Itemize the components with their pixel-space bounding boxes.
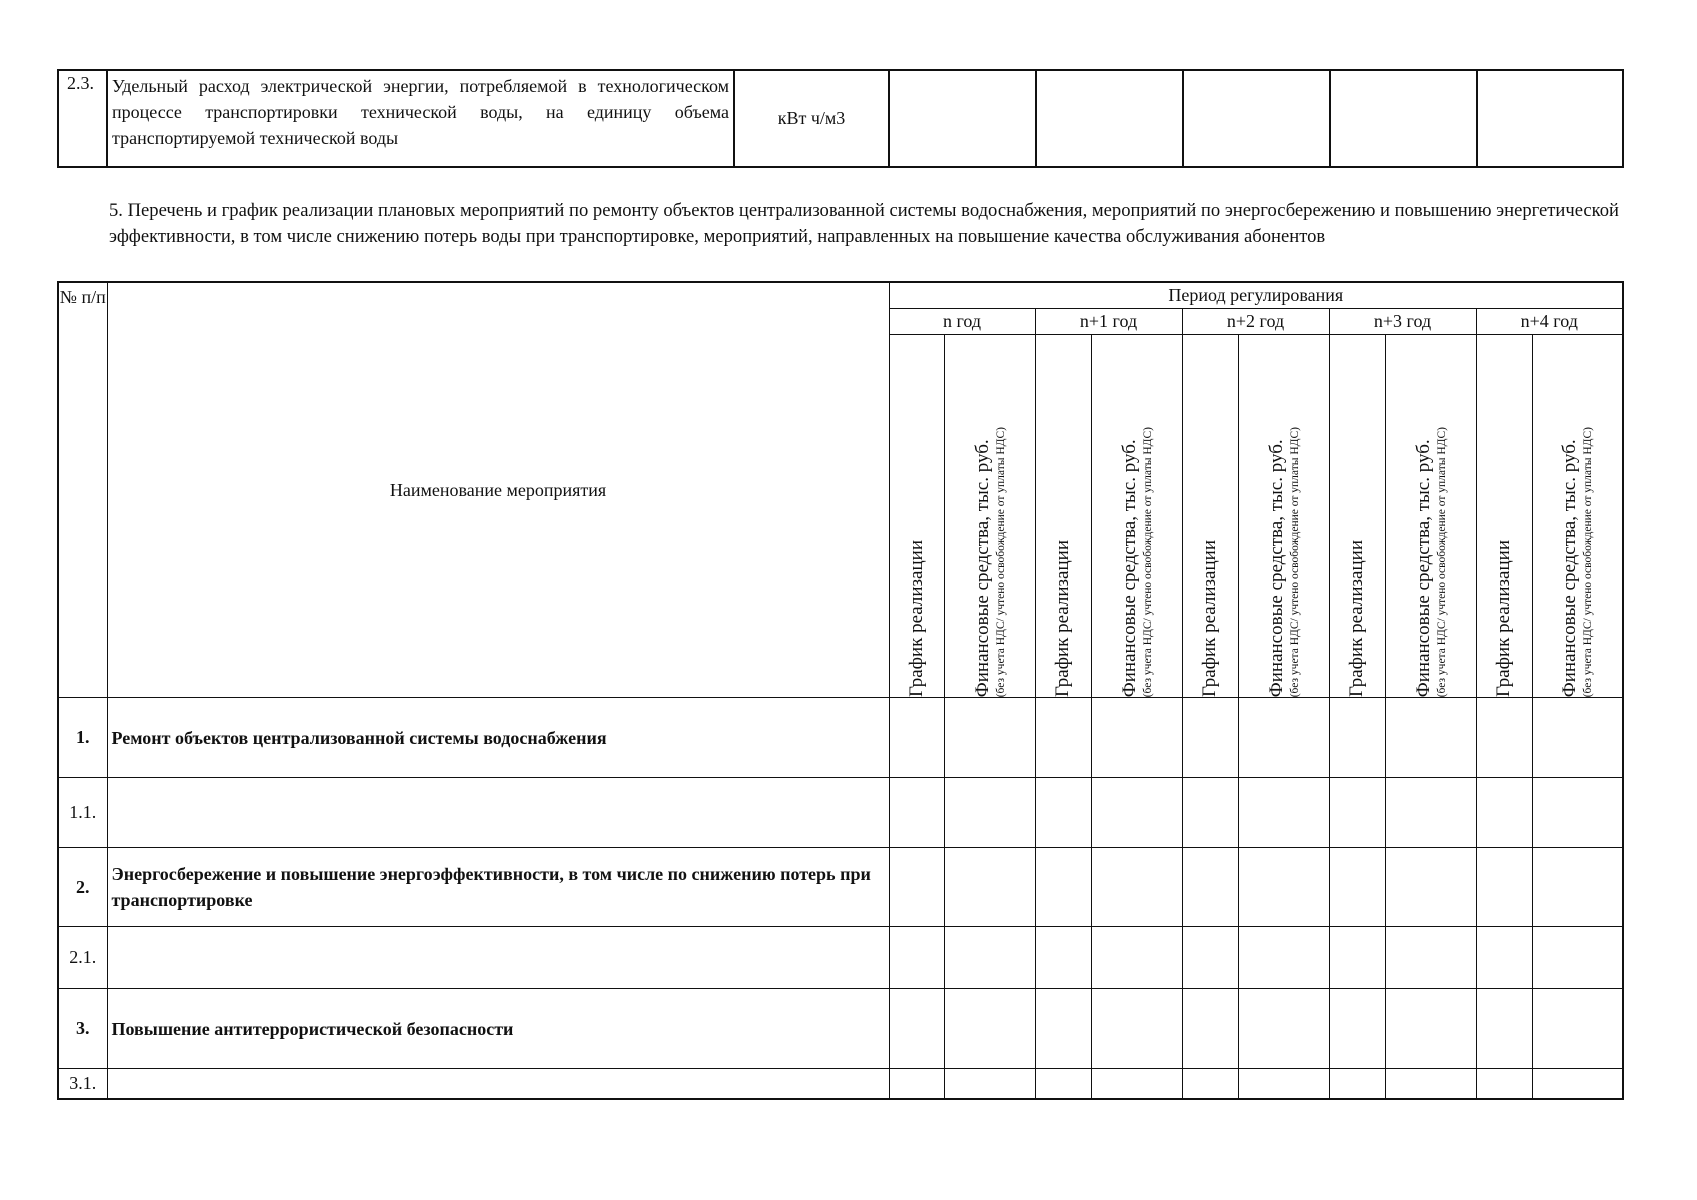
header-year: n+1 год (1035, 309, 1182, 335)
measure-name: Энергосбережение и повышение энергоэффективности, в том числе по снижению потерь при транспортировке (107, 848, 889, 927)
header-finance-note: (без учета НДС/ учтено освобождение от уплаты НДС) (1141, 426, 1154, 697)
table-cell (1329, 698, 1385, 778)
row-number: 2. (58, 848, 107, 927)
header-finance (1385, 335, 1476, 698)
table-row (58, 698, 1623, 778)
table-cell (944, 1069, 1035, 1100)
table-cell (1329, 848, 1385, 927)
table-cell (1035, 698, 1091, 778)
measures-table (57, 281, 1624, 1100)
table-row (58, 848, 1623, 927)
row-number: 3.1. (58, 1069, 107, 1100)
table-cell (1532, 778, 1623, 848)
header-schedule (1035, 335, 1091, 698)
table-cell (1182, 848, 1238, 927)
table-cell (1182, 927, 1238, 989)
table-cell (1238, 778, 1329, 848)
table-row (58, 70, 1623, 167)
header-year: n год (889, 309, 1035, 335)
header-finance-note: (без учета НДС/ учтено освобождение от уплаты НДС) (1435, 426, 1448, 697)
table-cell (1532, 927, 1623, 989)
row-number: 1.1. (58, 778, 107, 848)
table-cell (1385, 848, 1476, 927)
table-cell (1035, 848, 1091, 927)
value-cell (1036, 70, 1183, 167)
header-schedule-label: График реализации (1346, 539, 1367, 697)
table-cell (1385, 927, 1476, 989)
table-cell (889, 989, 944, 1069)
header-finance-note: (без учета НДС/ учтено освобождение от уплаты НДС) (994, 426, 1007, 697)
header-schedule-label: График реализации (1052, 539, 1073, 697)
table-cell (889, 1069, 944, 1100)
measure-name (107, 778, 889, 848)
table-cell (1238, 698, 1329, 778)
table-cell (1091, 848, 1182, 927)
header-finance-label: Финансовые средства, тыс. руб. (971, 439, 993, 697)
header-schedule (1182, 335, 1238, 698)
indicators-table (57, 69, 1622, 168)
table-cell (1329, 1069, 1385, 1100)
table-cell (1532, 698, 1623, 778)
header-finance (944, 335, 1035, 698)
header-schedule (889, 335, 944, 698)
header-finance-label: Финансовые средства, тыс. руб. (1265, 439, 1287, 697)
table-cell (889, 848, 944, 927)
table-cell (944, 927, 1035, 989)
table-row (58, 1069, 1623, 1100)
table-cell (889, 698, 944, 778)
indicator-description: Удельный расход электрической энергии, потребляемой в технологическом процессе транспортировки технической воды, на единицу объема транспортируемой технической воды (107, 70, 734, 167)
table-cell (1476, 848, 1532, 927)
table-cell (1091, 1069, 1182, 1100)
table-cell (1182, 698, 1238, 778)
header-schedule (1329, 335, 1385, 698)
header-row (58, 282, 1623, 309)
table-cell (1238, 927, 1329, 989)
header-regulation-period: Период регулирования (889, 282, 1623, 309)
header-schedule-label: График реализации (1493, 539, 1514, 697)
header-schedule-label: График реализации (1199, 539, 1220, 697)
table-cell (944, 848, 1035, 927)
table-cell (1385, 778, 1476, 848)
table-cell (1091, 778, 1182, 848)
section-title: 5. Перечень и график реализации плановых мероприятий по ремонту объектов централизованной системы водоснабжения, мероприятий по энергосбережению и повышению энергетической эффективности, в том числе снижению потерь воды при транспортировке, мероприятий, направленных на повышение качества обслуживания абонентов (109, 200, 1619, 247)
value-cell (1330, 70, 1477, 167)
table-cell (1182, 1069, 1238, 1100)
table-cell (944, 989, 1035, 1069)
table-cell (1091, 698, 1182, 778)
row-number: 2.1. (58, 927, 107, 989)
table-cell (1035, 1069, 1091, 1100)
table-cell (1329, 927, 1385, 989)
table-cell (1238, 989, 1329, 1069)
indicators-table-grid (57, 69, 1624, 168)
row-number: 1. (58, 698, 107, 778)
unit-of-measure: кВт ч/м3 (734, 70, 889, 167)
row-number: 3. (58, 989, 107, 1069)
table-cell (1476, 1069, 1532, 1100)
table-cell (944, 698, 1035, 778)
value-cell (889, 70, 1036, 167)
header-year: n+2 год (1182, 309, 1329, 335)
table-cell (1182, 989, 1238, 1069)
header-finance (1091, 335, 1182, 698)
table-row (58, 927, 1623, 989)
measure-name: Повышение антитеррористической безопасности (107, 989, 889, 1069)
table-cell (889, 927, 944, 989)
table-cell (1091, 989, 1182, 1069)
header-finance-note: (без учета НДС/ учтено освобождение от уплаты НДС) (1582, 426, 1595, 697)
table-cell (1476, 698, 1532, 778)
header-schedule-label: График реализации (905, 539, 927, 697)
measure-name (107, 1069, 889, 1100)
header-measure-name: Наименование мероприятия (107, 282, 889, 698)
header-finance-label: Финансовые средства, тыс. руб. (1118, 439, 1140, 697)
header-schedule (1476, 335, 1532, 698)
table-cell (1532, 989, 1623, 1069)
table-cell (1091, 927, 1182, 989)
header-finance-label: Финансовые средства, тыс. руб. (1559, 439, 1581, 697)
measure-name (107, 927, 889, 989)
table-cell (1385, 1069, 1476, 1100)
table-cell (1182, 778, 1238, 848)
header-year: n+3 год (1329, 309, 1476, 335)
table-cell (1532, 848, 1623, 927)
row-number: 2.3. (58, 70, 107, 167)
table-cell (944, 778, 1035, 848)
header-finance (1532, 335, 1623, 698)
header-number: № п/п (58, 282, 107, 698)
table-cell (889, 778, 944, 848)
header-finance-note: (без учета НДС/ учтено освобождение от уплаты НДС) (1288, 426, 1301, 697)
table-cell (1035, 989, 1091, 1069)
table-row (58, 989, 1623, 1069)
table-cell (1532, 1069, 1623, 1100)
header-finance (1238, 335, 1329, 698)
table-cell (1385, 989, 1476, 1069)
table-cell (1476, 778, 1532, 848)
value-cell (1183, 70, 1330, 167)
table-cell (1238, 1069, 1329, 1100)
table-cell (1476, 927, 1532, 989)
table-cell (1476, 989, 1532, 1069)
measure-name: Ремонт объектов централизованной системы водоснабжения (107, 698, 889, 778)
header-year: n+4 год (1476, 309, 1623, 335)
table-cell (1035, 778, 1091, 848)
table-cell (1329, 778, 1385, 848)
table-row (58, 778, 1623, 848)
table-cell (1035, 927, 1091, 989)
value-cell (1477, 70, 1623, 167)
table-cell (1385, 698, 1476, 778)
table-cell (1238, 848, 1329, 927)
header-finance-label: Финансовые средства, тыс. руб. (1412, 439, 1434, 697)
table-cell (1329, 989, 1385, 1069)
